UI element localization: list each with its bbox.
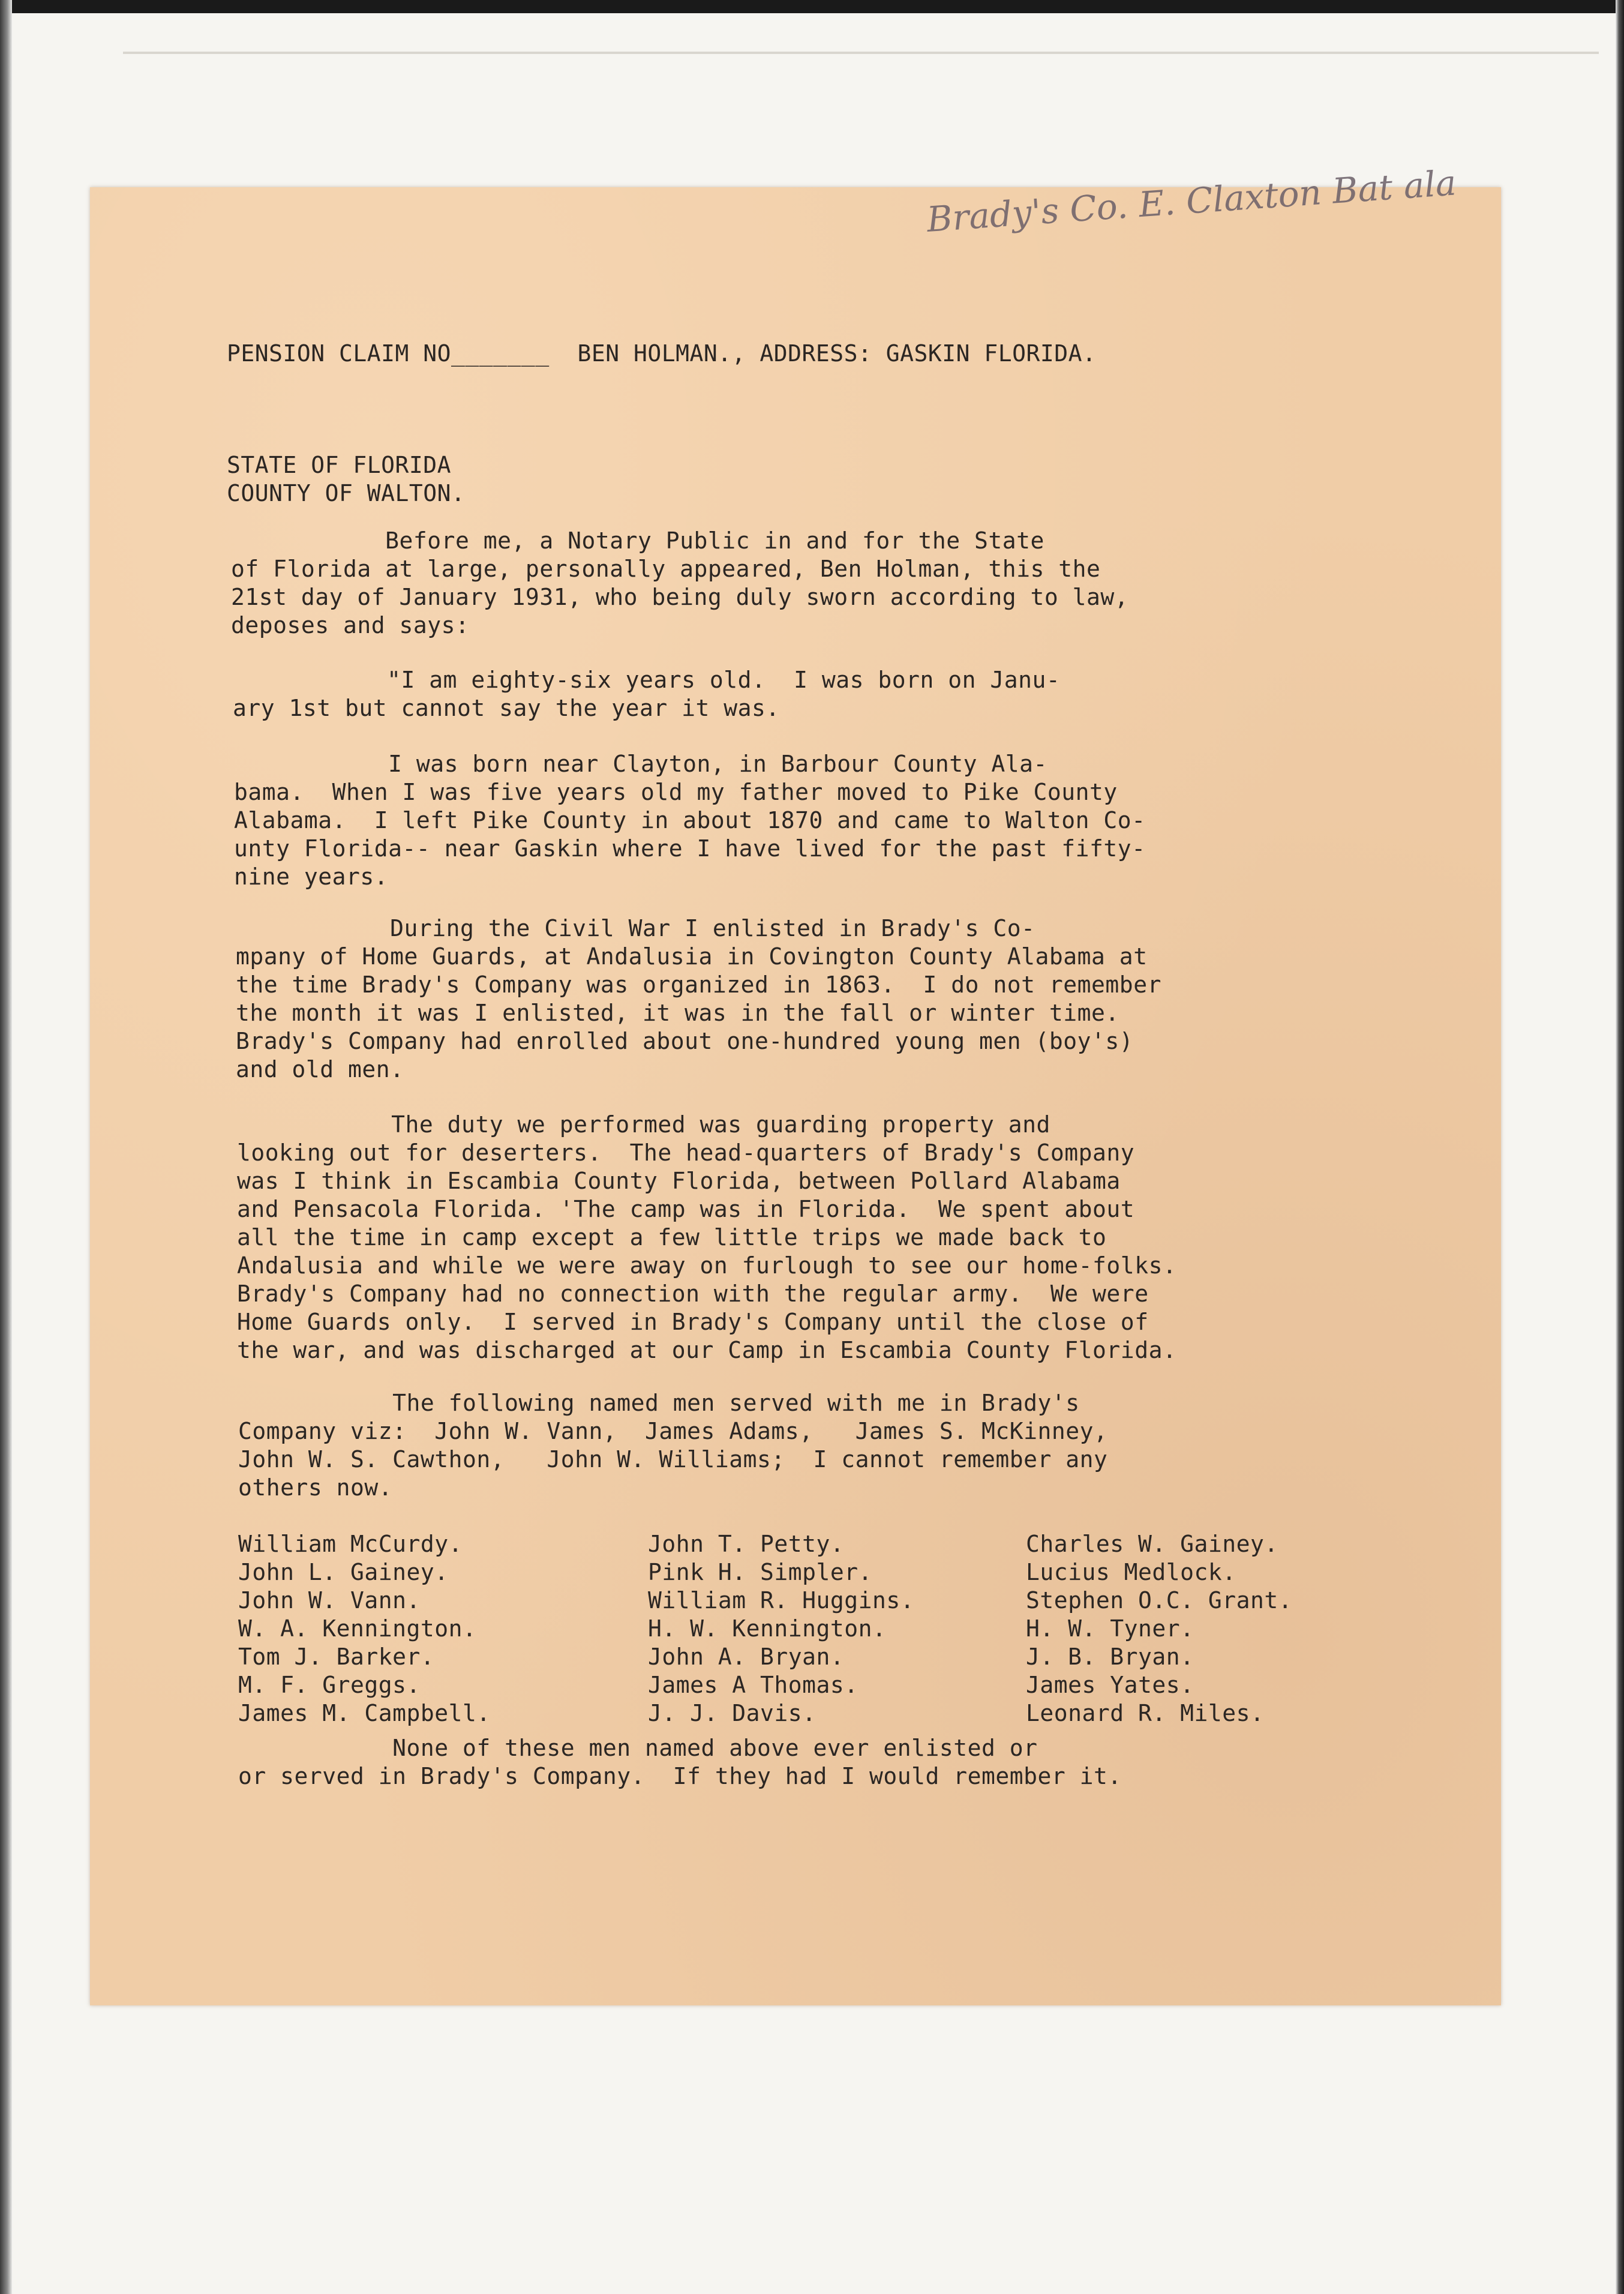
paragraph-notary: Before me, a Notary Public in and for the State of Florida at large, personally appeared, Ben Holman, this the 21st day of January 1931, who being duly sworn according to law, deposes and says: bbox=[231, 527, 1129, 638]
paragraph-birthplace: I was born near Clayton, in Barbour County Ala- bama. When I was five years old my father moved to Pike County Alabama. I left Pike County in about 1870 and came to Walton Co- unty Florida-- near Gaskin where I have lived for the past fifty- nine years. bbox=[234, 751, 1146, 890]
handwritten-note: Brady's Co. E. Claxton Bat ala bbox=[925, 162, 1458, 240]
paragraph-age: "I am eighty-six years old. I was born on Janu- ary 1st but cannot say the year it was. bbox=[233, 667, 1061, 721]
paragraph-enlistment: During the Civil War I enlisted in Brady's Co- mpany of Home Guards, at Andalusia in Covington County Alabama at the time Brady's Company was organized in 1863. I do not remember the month it was I enlisted, it was in the fall or winter time. Brady's Company had enrolled about one-hundred young men (boy's) and old men. bbox=[236, 915, 1161, 1082]
under-sheet-edge bbox=[123, 52, 1599, 54]
venue-state: STATE OF FLORIDA bbox=[227, 452, 452, 478]
names-list-column-3: Charles W. Gainey. Lucius Medlock. Stephen O.C. Grant. H. W. Tyner. J. B. Bryan. James Yates. Leonard R. Miles. bbox=[1026, 1531, 1293, 1726]
names-list-column-1: William McCurdy. John L. Gainey. John W. Vann. W. A. Kennington. Tom J. Barker. M. F. Greggs. James M. Campbell. bbox=[238, 1531, 491, 1726]
names-list-column-2: John T. Petty. Pink H. Simpler. William R. Huggins. H. W. Kennington. John A. Bryan. James A Thomas. J. J. Davis. bbox=[648, 1531, 915, 1726]
venue-county: COUNTY OF WALTON. bbox=[227, 480, 466, 506]
pension-claim-header: PENSION CLAIM NO_______ BEN HOLMAN., ADDRESS: GASKIN FLORIDA. bbox=[227, 340, 1097, 367]
paragraph-duty: The duty we performed was guarding property and looking out for deserters. The head-quarters of Brady's Company was I think in Escambia County Florida, between Pollard Alabama and Pensacola Florida. 'The camp was in Florida. We spent about all the time in camp except a few little trips we made back to Andalusia and while we were away on furlough to see our home-folks. Brady's Company had no connection with the regular army. We were Home Guards only. I served in Brady's Company until the close of the war, and was discharged at our Camp in Escambia County Florida. bbox=[237, 1111, 1177, 1363]
scan-left-edge bbox=[0, 0, 12, 2294]
venue-block bbox=[227, 451, 465, 508]
paragraph-comrades: The following named men served with me in Brady's Company viz: John W. Vann, James Adams, James S. McKinney, John W. S. Cawthon, John W. Williams; I cannot remember any others now. bbox=[238, 1390, 1108, 1501]
paragraph-closing: None of these men named above ever enlisted or or served in Brady's Company. If they had I would remember it. bbox=[238, 1735, 1122, 1789]
scan-top-edge bbox=[0, 0, 1624, 13]
scan-right-edge bbox=[1616, 0, 1624, 2294]
